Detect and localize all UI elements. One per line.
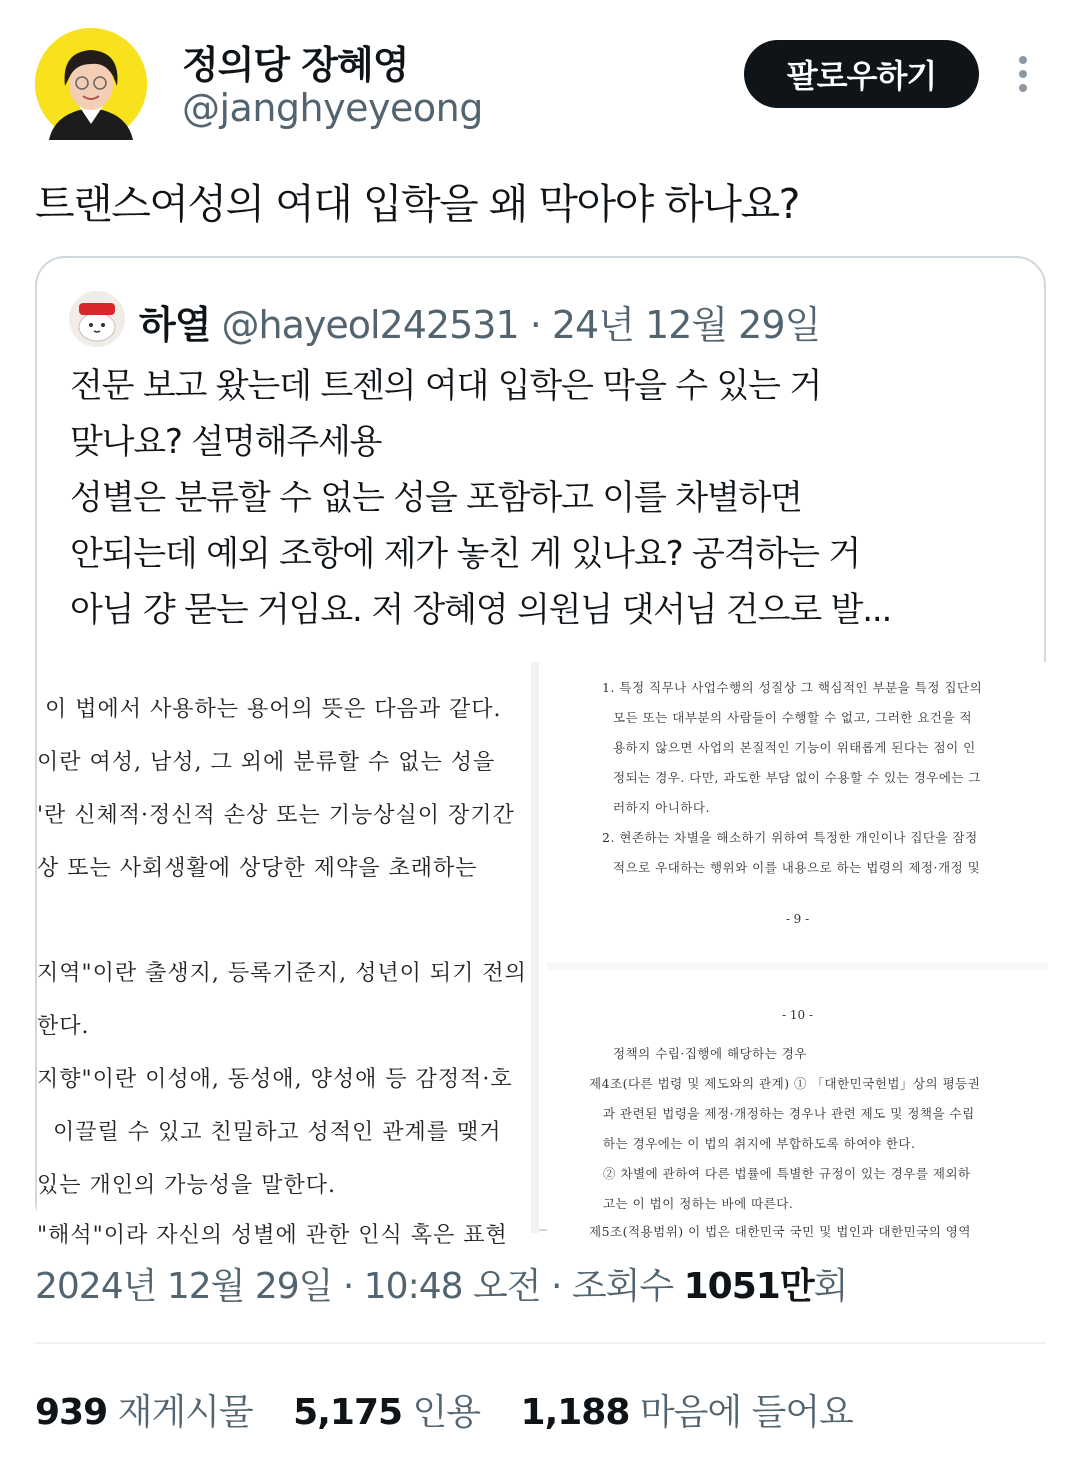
doc-line: 이 법에서 사용하는 용어의 뜻은 다음과 같다. xyxy=(45,697,502,722)
doc-line: 고는 이 법이 정하는 바에 따른다. xyxy=(603,1196,794,1211)
doc-line: 적으로 우대하는 행위와 이를 내용으로 하는 법령의 제정·개정 및 xyxy=(613,860,981,875)
quote-text-line: 아님 걍 묻는 거임요. 저 장혜영 의원님 댓서님 건으로 발... xyxy=(70,590,892,630)
doc-line: 하는 경우에는 이 법의 취지에 부합하도록 하여야 한다. xyxy=(603,1136,916,1151)
like-label[interactable]: 마음에 들어요 xyxy=(639,1392,853,1433)
author-display-name[interactable]: 정의당 장혜영 xyxy=(182,43,409,87)
retweet-label[interactable]: 재게시물 xyxy=(117,1392,253,1433)
tweet-header xyxy=(0,0,1080,150)
doc-line: 제5조(적용범위) 이 법은 대한민국 국민 및 법인과 대한민국의 영역 xyxy=(589,1224,971,1239)
retweet-count[interactable]: 939 xyxy=(35,1392,108,1433)
doc-line: 정되는 경우. 다만, 과도한 부담 없이 수용할 수 있는 경우에는 그 xyxy=(613,770,982,785)
doc-line: 정책의 수립·집행에 해당하는 경우 xyxy=(613,1046,807,1061)
quote-handle[interactable]: @hayeol242531 xyxy=(221,303,519,347)
quote-display-name[interactable]: 하열 xyxy=(139,303,211,347)
doc-line: 제4조(다른 법령 및 제도와의 관계) ① 「대한민국헌법」상의 평등권 xyxy=(589,1076,981,1091)
quote-text xyxy=(70,358,1030,638)
quote-text-line: 성별은 분류할 수 없는 성을 포함하고 이를 차별하면 xyxy=(70,478,802,518)
author-avatar[interactable] xyxy=(35,28,147,140)
quote-label[interactable]: 인용 xyxy=(412,1392,481,1433)
doc-line: 지역"이란 출생지, 등록기준지, 성년이 되기 전의 xyxy=(37,961,527,986)
quoted-tweet[interactable] xyxy=(35,256,1046,1248)
doc-line: 과 관련된 법령을 제정·개정하는 경우나 관련 제도 및 정책을 수립 xyxy=(603,1106,975,1121)
page-number: - 10 - xyxy=(781,1008,813,1022)
doc-line: 2. 현존하는 차별을 해소하기 위하여 특정한 개인이나 집단을 잠정 xyxy=(602,830,978,845)
timestamp-text: 2024년 12월 29일 · 10:48 오전 · 조회수 xyxy=(35,1266,684,1307)
doc-line: "해석"이라 자신의 성별에 관한 인식 혹은 표현 xyxy=(37,1223,508,1248)
doc-line: 지향"이란 이성애, 동성애, 양성애 등 감정적·호 xyxy=(37,1067,513,1092)
doc-line: 용하지 않으면 사업의 본질적인 기능이 위태롭게 된다는 점이 인 xyxy=(613,740,976,755)
doc-line: 러하지 아니하다. xyxy=(613,800,710,815)
like-count[interactable]: 1,188 xyxy=(520,1392,630,1433)
view-suffix: 회 xyxy=(813,1266,848,1307)
follow-button[interactable]: 팔로우하기 xyxy=(744,40,979,108)
doc-line: 있는 개인의 가능성을 말한다. xyxy=(37,1173,336,1198)
quote-date: · 24년 12월 29일 xyxy=(529,303,821,347)
doc-line: 한다. xyxy=(37,1014,90,1039)
quote-text-line: 전문 보고 왔는데 트젠의 여대 입학은 막을 수 있는 거 xyxy=(70,366,821,406)
document-page-9 xyxy=(547,662,1048,962)
quote-author-avatar[interactable] xyxy=(69,291,125,347)
doc-line: 이끌릴 수 있고 친밀하고 성적인 관계를 맺거 xyxy=(53,1120,502,1145)
quote-count[interactable]: 5,175 xyxy=(293,1392,403,1433)
more-vertical-icon[interactable] xyxy=(1008,52,1038,96)
divider xyxy=(35,1342,1046,1344)
doc-line: ② 차별에 관하여 다른 법률에 특별한 규정이 있는 경우를 제외하 xyxy=(603,1166,971,1181)
quote-text-line: 안되는데 예외 조항에 제가 놓친 게 있나요? 공격하는 거 xyxy=(70,534,860,574)
doc-line: 상 또는 사회생활에 상당한 제약을 초래하는 xyxy=(37,856,478,881)
doc-line: 이란 여성, 남성, 그 외에 분류할 수 없는 성을 xyxy=(37,750,496,775)
quote-text-line: 맞나요? 설명해주세용 xyxy=(70,422,382,462)
doc-line: 1. 특정 직무나 사업수행의 성질상 그 핵심적인 부분을 특정 집단의 xyxy=(602,680,983,695)
tweet-timestamp[interactable] xyxy=(35,1258,847,1309)
author-handle[interactable]: @janghyeyeong xyxy=(182,86,483,130)
attached-image-left[interactable] xyxy=(37,662,539,1248)
page-number: - 9 - xyxy=(785,912,810,926)
tweet-text: 트랜스여성의 여대 입학을 왜 막아야 하나요? xyxy=(35,180,799,228)
view-count: 1051만 xyxy=(683,1266,814,1307)
quote-meta xyxy=(139,294,820,349)
doc-line: 모든 또는 대부분의 사람들이 수행할 수 없고, 그러한 요건을 적 xyxy=(613,710,973,725)
attached-image-right[interactable] xyxy=(547,662,1048,1239)
doc-line: '란 신체적·정신적 손상 또는 기능상실이 장기간 xyxy=(37,803,515,828)
engagement-stats xyxy=(35,1384,883,1435)
document-page-10 xyxy=(547,970,1048,1239)
